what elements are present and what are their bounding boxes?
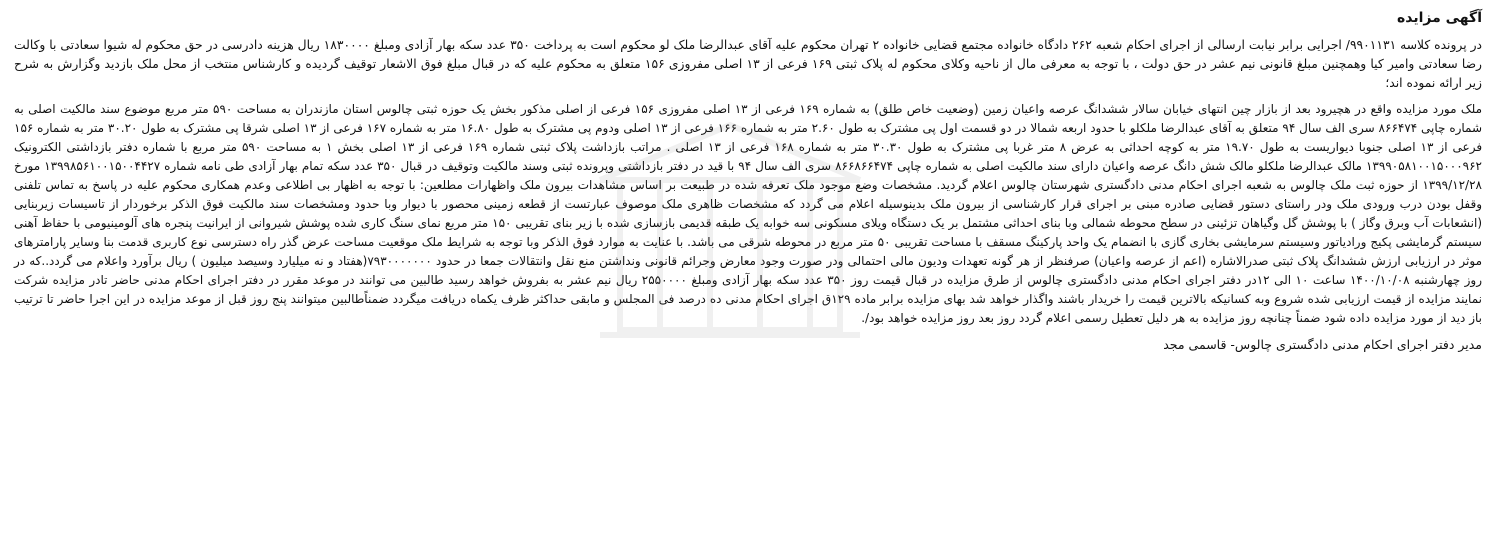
- notice-title: آگهی مزایده: [1396, 10, 1482, 26]
- notice-signature: مدیر دفتر اجرای احکام مدنی دادگستری چالوس- قاسمی مجد: [1163, 337, 1482, 352]
- notice-paragraph-intro: در پرونده کلاسه ۹۹۰۱۱۳۱/ اجرایی برابر نیابت ارسالی از اجرای احکام شعبه ۲۶۲ دادگاه خانواده مجتمع قضایی خانواده ۲ تهران محکوم علیه آقای عبدالرضا ملک لو محکوم است به پرداخت ۳۵۰ عدد سکه بهار آزادی ومبلغ ۱۸۳۰۰۰۰ ریال هزینه دادرسی در حق محکوم له شیوا سعادتی با وکالت رضا سعادتی وامیر کیا وهمچنین مبلغ قانونی نیم عشر در حق دولت ، با توجه به معرفی مال از ناحیه وکلای محکوم له پلاک ثبتی ۱۶۹ فرعی از ۱۳ اصلی مفروزی ۱۵۶ متعلق به محکوم علیه که در قبال مبلغ فوق الاشعار توقیف گردیده و کارشناس منتخب از محل ملک بازدید وگزارش به شرح زیر ارائه نموده اند؛: [14, 38, 1482, 90]
- notice-paragraph-property: ملک مورد مزایده واقع در هچیرود بعد از بازار چین انتهای خیابان سالار ششدانگ عرصه واعیان زمین (وضعیت خاص طلق) به شماره ۱۶۹ فرعی از ۱۳ اصلی مفروزی ۱۵۶ فرعی از اصلی مذکور بخش یک حوزه ثبتی چالوس استان مازندران به مساحت ۵۹۰ متر مربع موضوع سند مالکیت اصلی به شماره چاپی ۸۶۶۴۷۴ سری الف سال ۹۴ متعلق به آقای عبدالرضا ملکلو با حدود اربعه شمالا در دو قسمت اول پی مشترک به طول ۲.۶۰ متر به شماره ۱۶۶ فرعی از ۱۳ اصلی ودوم پی مشترک به طول ۱۶.۸۰ متر به شماره ۱۶۷ فرعی از ۱۳ اصلی شرقا پی مشترک به طول ۳۰.۲۰ متر به شماره ۱۵۶ فرعی از ۱۳ اصلی جنوبا دیواریست به طول ۱۹.۷۰ متر به کوچه احداثی به عرض ۸ متر غربا پی مشترک به طول ۳۰.۳۰ متر به شماره ۱۶۸ فرعی از ۱۳ اصلی . مراتب بازداشت پلاک ثبتی شماره ۱۶۹ فرعی از ۱۳ اصلی بخش ۱ به مساحت ۵۹۰ متر مربع با شماره دفتر بازداشتی الکترونیک ۱۳۹۹۰۵۸۱۰۰۱۵۰۰۰۹۶۲ مالک عبدالرضا ملکلو مالک شش دانگ عرصه واعیان دارای سند مالکیت اصلی به شماره چاپی ۸۶۶۸۶۶۴۷۴ سری الف سال ۹۴ با قید در دفتر بازداشتی وپرونده ثبتی وسند مالکیت وتوقیف در قبال ۳۵۰ عدد سکه تمام بهار آزادی طی نامه شماره ۱۳۹۹۸۵۶۱۰۰۱۵۰۰۴۴۲۷ مورخ ۱۳۹۹/۱۲/۲۸ از حوزه ثبت ملک چالوس به شعبه اجرای احکام مدنی دادگستری شهرستان چالوس اعلام گردید. مشخصات وضع موجود ملک تعرفه شده در طبیعت بر اساس مشاهدات بیرون ملک واظهارات مطلعین: با توجه به اظهار بی اطلاعی وعدم همکاری محکوم علیه در پاسخ به تماس تلفنی وقفل بودن درب ورودی ملک ودر راستای دستور قضایی صادره مبنی بر اجرای قرار کارشناسی از بیرون ملک بدینوسیله اعلام می گردد که مشخصات ظاهری ملک موصوف عبارتست از قطعه زمینی محصور با دیوار وبا حدود ومشخصات سند مالکیت فوق الذکر برخوردار از تاسیسات زیربنایی (انشعابات آب وبرق وگاز ) با پوشش گل وگیاهان تزئینی در سطح محوطه شمالی وبا بنای احداثی مشتمل بر یک دستگاه ویلای مسکونی سه خوابه یک طبقه قدیمی بازسازی شده با زیر بنای تقریبی ۱۵۰ متر مربع نمای سنگ کاری شده پوشش شیروانی از ایرانیت پنجره های آلومینیومی با حفاظ آهنی سیستم گرمایشی پکیج ورادیاتور وسیستم سرمایشی بخاری گازی با انضمام یک واحد پارکینگ مسقف با مساحت تقریبی ۵۰ متر مربع در محوطه شرقی می باشد. با عنایت به موارد فوق الذکر وبا توجه به شرایط ملک موقعیت مساحت عرض گذر راه دسترسی نوع کاربری قدمت بنا وسایر پارامترهای موثر در ارزیابی ارزش ششدانگ پلاک ثبتی صدرالاشاره (اعم از عرصه واعیان) صرفنظر از هر گونه تعهدات ودیون مالی احتمالی ودر صورت وجود معارض وجرائم قانونی ونداشتن منع نقل وانتقالات جمعا در حدود ۷۹۳۰۰۰۰۰۰۰(هفتاد و نه میلیارد وسیصد میلیون ) ریال برآورد واعلام می گردد..که در روز چهارشنبه ۱۴۰۰/۱۰/۰۸ ساعت ۱۰ الی ۱۲در دفتر اجرای احکام مدنی دادگستری چالوس از طرق مزایده در قبال قیمت روز ۳۵۰ عدد سکه بهار آزادی ومبلغ ۲۵۵۰۰۰۰ ریال نیم عشر به بفروش خواهد رسید طالبین می توانند در موعد مقرر در دفتر اجرای احکام مدنی حاضر تادر مزایده شرکت نمایند مزایده از قیمت ارزیابی شده شروع وبه کسانیکه بالاترین قیمت را خریدار باشند واگذار خواهد شد بهای مزایده برابر ماده ۱۲۹ق اجرای احکام مدنی ده درصد فی المجلس و مابقی حداکثر ظرف یکماه دریافت میگردد ضمناًطالبین میتوانند پنج روز قبل از موعد مزایده در این اجرا حاضر تا ترتیب باز دید از مورد مزایده داده شود ضمناً چنانچه روز مزایده به هر دلیل تعطیل رسمی اعلام گردد روز بعد روز مزایده خواهد بود/.: [14, 102, 1483, 325]
